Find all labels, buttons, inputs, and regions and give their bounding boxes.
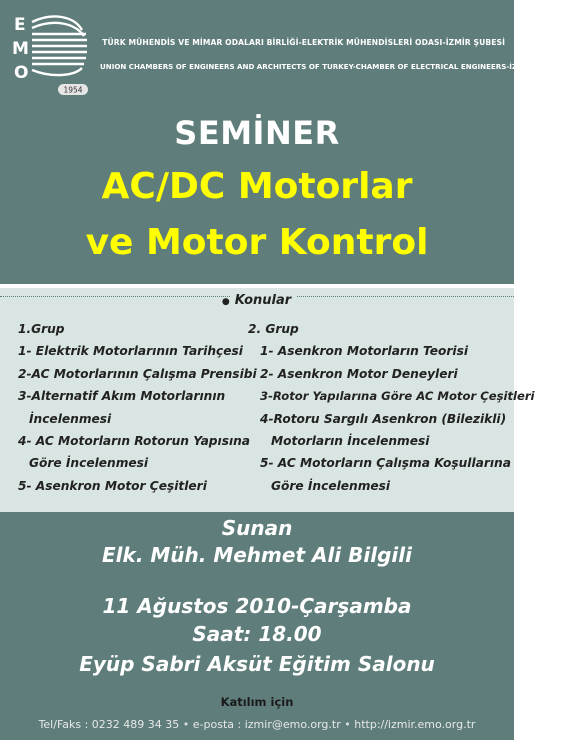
topics-heading	[0, 289, 514, 308]
separator-icon: •	[182, 718, 190, 731]
event-details-band	[0, 512, 514, 740]
logo-letter-o: O	[14, 63, 29, 83]
logo-stripes	[32, 16, 87, 75]
topic-item-continuation: Göre İncelenmesi	[29, 456, 149, 471]
group-2-title: 2. Grup	[248, 322, 299, 336]
presenter-label: Sunan	[221, 516, 293, 540]
bullet-icon: ●	[218, 297, 230, 307]
seminar-label: SEMİNER	[174, 114, 340, 152]
topics-group-1	[18, 318, 257, 497]
logo-year: 1954	[63, 85, 83, 95]
emo-logo	[10, 8, 90, 100]
logo-letter-e: E	[14, 15, 26, 35]
title-line-1: AC/DC Motorlar	[101, 166, 413, 207]
topic-item: 3-Alternatif Akım Motorlarının	[18, 389, 226, 404]
contact-email[interactable]: e-posta : izmir@emo.org.tr	[192, 718, 341, 731]
separator-icon: •	[344, 718, 351, 731]
contact-website[interactable]: http://izmir.emo.org.tr	[354, 718, 476, 731]
group-1-title: 1.Grup	[18, 322, 65, 336]
topic-item: 5- Asenkron Motor Çeşitleri	[18, 478, 207, 493]
topics-section	[0, 288, 535, 512]
event-venue: Eyüp Sabri Aksüt Eğitim Salonu	[79, 652, 435, 676]
org-name-turkish: TÜRK MÜHENDİS VE MİMAR ODALARI BİRLİĞİ-ELEKTRİK MÜHENDİSLERİ ODASI-İZMİR ŞUBESİ	[102, 38, 505, 47]
event-date: 11 Ağustos 2010-Çarşamba	[102, 594, 412, 618]
logo-letter-m: M	[12, 39, 29, 59]
event-time: Saat: 18.00	[192, 622, 322, 646]
presenter-name: Elk. Müh. Mehmet Ali Bilgili	[102, 543, 412, 567]
topic-item: 3-Rotor Yapılarına Göre AC Motor Çeşitleri	[260, 389, 535, 404]
topic-item: 2- Asenkron Motor Deneyleri	[260, 366, 458, 381]
topic-item-continuation: Göre İncelenmesi	[271, 478, 391, 493]
topic-item: 5- AC Motorların Çalışma Koşullarına	[260, 456, 511, 471]
topic-item-continuation: Motorların İncelenmesi	[271, 433, 430, 448]
topic-item: 2-AC Motorlarının Çalışma Prensibi	[18, 366, 257, 381]
topics-group-2	[248, 318, 535, 497]
topic-item: 4- AC Motorların Rotorun Yapısına	[18, 433, 251, 448]
org-name-english: UNION CHAMBERS OF ENGINEERS AND ARCHITECTS OF TURKEY-CHAMBER OF ELECTRICAL ENGINEERS-İZMİR BRANCH	[100, 62, 568, 71]
topics-heading-label: Konular	[230, 293, 296, 308]
contact-line	[0, 718, 514, 731]
title-line-2: ve Motor Kontrol	[85, 222, 429, 263]
contact-phone: Tel/Faks : 0232 489 34 35	[38, 718, 180, 731]
header-band	[0, 0, 568, 284]
participation-label: Katılım için	[220, 695, 294, 709]
topic-item: 1- Asenkron Motorların Teorisi	[260, 344, 469, 359]
topic-item: 4-Rotoru Sargılı Asenkron (Bilezikli)	[260, 411, 507, 426]
topic-item-continuation: İncelenmesi	[29, 411, 112, 426]
topic-item: 1- Elektrik Motorlarının Tarihçesi	[18, 344, 243, 359]
